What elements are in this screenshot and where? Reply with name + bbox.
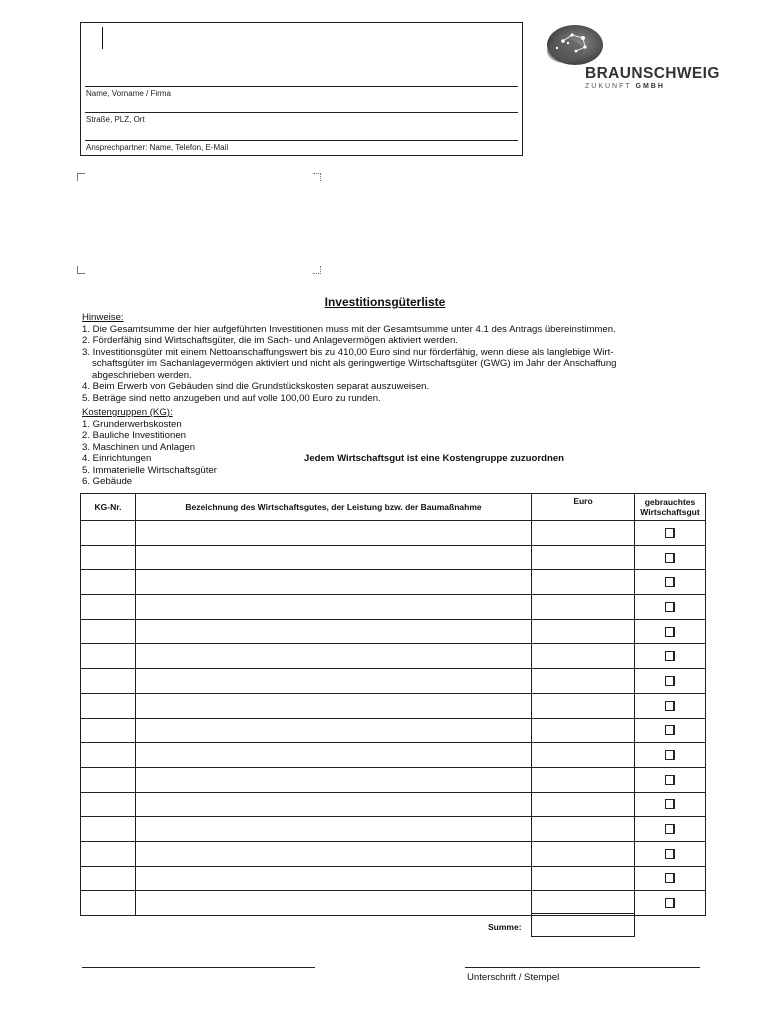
- description-cell[interactable]: [136, 767, 532, 792]
- notes-heading: Hinweise:: [82, 312, 124, 323]
- cost-group-item: 1. Grunderwerbskosten: [82, 418, 182, 430]
- euro-cell[interactable]: [532, 792, 635, 817]
- note-item: abgeschrieben werden.: [92, 369, 192, 381]
- table-row: [81, 718, 706, 743]
- table-row: [81, 866, 706, 891]
- used-asset-checkbox[interactable]: [665, 750, 675, 760]
- description-cell[interactable]: [136, 570, 532, 595]
- description-cell[interactable]: [136, 521, 532, 546]
- euro-cell[interactable]: [532, 619, 635, 644]
- euro-cell[interactable]: [532, 866, 635, 891]
- description-cell[interactable]: [136, 792, 532, 817]
- table-row: [81, 521, 706, 546]
- logo-wordmark: BRAUNSCHWEIG: [585, 65, 720, 82]
- used-asset-checkbox[interactable]: [665, 553, 675, 563]
- used-asset-cell: [635, 866, 706, 891]
- euro-cell[interactable]: [532, 841, 635, 866]
- note-item: 1. Die Gesamtsumme der hier aufgeführten Investitionen muss mit der Gesamtsumme unter 4.1 des Antrags übereinstimmen.: [82, 323, 616, 335]
- euro-cell[interactable]: [532, 545, 635, 570]
- used-asset-checkbox[interactable]: [665, 577, 675, 587]
- table-row: [81, 570, 706, 595]
- table-row: [81, 669, 706, 694]
- used-asset-checkbox[interactable]: [665, 651, 675, 661]
- euro-cell[interactable]: [532, 891, 635, 916]
- column-header-euro: Euro: [532, 494, 635, 521]
- signature-label: Unterschrift / Stempel: [467, 972, 560, 983]
- table-row: [81, 767, 706, 792]
- cost-groups-section: [82, 407, 302, 488]
- cost-group-item: 2. Bauliche Investitionen: [82, 430, 186, 441]
- description-cell[interactable]: [136, 619, 532, 644]
- kg-number-cell[interactable]: [81, 595, 136, 620]
- kg-number-cell[interactable]: [81, 743, 136, 768]
- applicant-address-box: [80, 22, 523, 156]
- description-cell[interactable]: [136, 595, 532, 620]
- used-asset-checkbox[interactable]: [665, 849, 675, 859]
- sum-label: Summe:: [488, 922, 522, 932]
- column-header-kg: KG-Nr.: [81, 494, 136, 521]
- used-asset-cell: [635, 570, 706, 595]
- euro-cell[interactable]: [532, 767, 635, 792]
- description-cell[interactable]: [136, 644, 532, 669]
- used-asset-checkbox[interactable]: [665, 627, 675, 637]
- logo-emblem-icon: [545, 23, 605, 68]
- euro-cell[interactable]: [532, 644, 635, 669]
- used-asset-checkbox[interactable]: [665, 775, 675, 785]
- kg-number-cell[interactable]: [81, 545, 136, 570]
- notes-section: [82, 312, 702, 404]
- cost-group-item: 6. Gebäude: [82, 476, 133, 487]
- column-header-used-asset: [635, 494, 706, 521]
- description-cell[interactable]: [136, 866, 532, 891]
- euro-cell[interactable]: [532, 693, 635, 718]
- used-asset-cell: [635, 669, 706, 694]
- kg-number-cell[interactable]: [81, 891, 136, 916]
- window-mark-top-left: [77, 173, 85, 181]
- note-item: 4. Beim Erwerb von Gebäuden sind die Grundstückskosten separat auszuweisen.: [82, 381, 430, 392]
- description-cell[interactable]: [136, 545, 532, 570]
- kg-number-cell[interactable]: [81, 718, 136, 743]
- kg-number-cell[interactable]: [81, 817, 136, 842]
- euro-cell[interactable]: [532, 595, 635, 620]
- description-cell[interactable]: [136, 693, 532, 718]
- cost-group-item: 3. Maschinen und Anlagen: [82, 441, 196, 453]
- sum-input[interactable]: [531, 913, 635, 937]
- table-row: [81, 545, 706, 570]
- used-asset-cell: [635, 545, 706, 570]
- used-asset-cell: [635, 619, 706, 644]
- used-asset-checkbox[interactable]: [665, 701, 675, 711]
- name-field-label: Name, Vorname / Firma: [86, 89, 171, 98]
- used-asset-checkbox[interactable]: [665, 528, 675, 538]
- euro-cell[interactable]: [532, 718, 635, 743]
- used-asset-cell: [635, 891, 706, 916]
- contact-line[interactable]: [85, 140, 518, 141]
- used-asset-checkbox[interactable]: [665, 799, 675, 809]
- kg-number-cell[interactable]: [81, 521, 136, 546]
- kg-number-cell[interactable]: [81, 644, 136, 669]
- used-asset-cell: [635, 521, 706, 546]
- braunschweig-logo: [545, 23, 720, 103]
- page-title: Investitionsgüterliste: [324, 295, 446, 309]
- kg-number-cell[interactable]: [81, 792, 136, 817]
- euro-cell[interactable]: [532, 570, 635, 595]
- description-cell[interactable]: [136, 669, 532, 694]
- cost-groups-heading: Kostengruppen (KG):: [82, 407, 173, 418]
- table-row: [81, 743, 706, 768]
- kg-number-cell[interactable]: [81, 767, 136, 792]
- column-header-used-line2: Wirtschaftsgut: [640, 507, 700, 517]
- text-cursor: [102, 27, 103, 49]
- description-cell[interactable]: [136, 743, 532, 768]
- used-asset-checkbox[interactable]: [665, 602, 675, 612]
- used-asset-checkbox[interactable]: [665, 725, 675, 735]
- logo-sub-bold: GMBH: [635, 83, 665, 90]
- cost-group-item: 4. Einrichtungen: [82, 453, 152, 464]
- table-row: [81, 595, 706, 620]
- used-asset-cell: [635, 718, 706, 743]
- used-asset-checkbox[interactable]: [665, 676, 675, 686]
- kg-number-cell[interactable]: [81, 841, 136, 866]
- description-cell[interactable]: [136, 718, 532, 743]
- window-mark-bottom-right: [313, 266, 321, 274]
- euro-cell[interactable]: [532, 743, 635, 768]
- note-item: schaftsgüter im Sachanlagevermögen aktiviert und nicht als geringwertige Wirtschaftsgüter (GWG) im Jahr der Anschaffung: [92, 358, 617, 369]
- kg-number-cell[interactable]: [81, 866, 136, 891]
- table-row: [81, 792, 706, 817]
- euro-cell[interactable]: [532, 817, 635, 842]
- used-asset-cell: [635, 644, 706, 669]
- used-asset-cell: [635, 792, 706, 817]
- note-item: 5. Beträge sind netto anzugeben und auf volle 100,00 Euro zu runden.: [82, 392, 381, 404]
- signature-line[interactable]: [465, 967, 700, 968]
- street-line[interactable]: [85, 112, 518, 113]
- investment-items-table: [80, 493, 706, 916]
- used-asset-cell: [635, 595, 706, 620]
- used-asset-cell: [635, 841, 706, 866]
- name-line[interactable]: [85, 86, 518, 87]
- table-row: [81, 619, 706, 644]
- kg-number-cell[interactable]: [81, 669, 136, 694]
- table-row: [81, 817, 706, 842]
- column-header-description: Bezeichnung des Wirtschaftsgutes, der Leistung bzw. der Baumaßnahme: [136, 494, 532, 521]
- description-cell[interactable]: [136, 841, 532, 866]
- date-place-line[interactable]: [82, 967, 315, 968]
- kg-number-cell[interactable]: [81, 570, 136, 595]
- table-header-row: [81, 494, 706, 521]
- used-asset-cell: [635, 817, 706, 842]
- table-row: [81, 891, 706, 916]
- used-asset-cell: [635, 767, 706, 792]
- note-item: 2. Förderfähig sind Wirtschaftsgüter, die im Sach- und Anlagevermögen aktiviert werden.: [82, 335, 458, 346]
- used-asset-cell: [635, 743, 706, 768]
- contact-field-label: Ansprechpartner: Name, Telefon, E-Mail: [86, 143, 229, 152]
- logo-sub-light: ZUKUNFT: [585, 83, 632, 90]
- used-asset-checkbox[interactable]: [665, 873, 675, 883]
- note-item: 3. Investitionsgüter mit einem Nettoanschaffungswert bis zu 410,00 Euro sind nur förderfähig, wenn diese als langlebige Wirt-: [82, 346, 614, 358]
- kg-number-cell[interactable]: [81, 619, 136, 644]
- window-mark-top-right: [313, 173, 321, 181]
- used-asset-checkbox[interactable]: [665, 824, 675, 834]
- logo-subline: [585, 83, 665, 90]
- street-field-label: Straße, PLZ, Ort: [86, 115, 145, 124]
- used-asset-checkbox[interactable]: [665, 898, 675, 908]
- euro-cell[interactable]: [532, 669, 635, 694]
- kg-number-cell[interactable]: [81, 693, 136, 718]
- table-row: [81, 644, 706, 669]
- description-cell[interactable]: [136, 891, 532, 916]
- cost-group-item: 5. Immaterielle Wirtschaftsgüter: [82, 464, 217, 476]
- euro-cell[interactable]: [532, 521, 635, 546]
- table-row: [81, 693, 706, 718]
- description-cell[interactable]: [136, 817, 532, 842]
- column-header-used-line1: gebrauchtes: [644, 497, 696, 507]
- used-asset-cell: [635, 693, 706, 718]
- table-row: [81, 841, 706, 866]
- cost-group-instruction: Jedem Wirtschaftsgut ist eine Kostengruppe zuzuordnen: [304, 453, 565, 464]
- window-mark-bottom-left: [77, 266, 85, 274]
